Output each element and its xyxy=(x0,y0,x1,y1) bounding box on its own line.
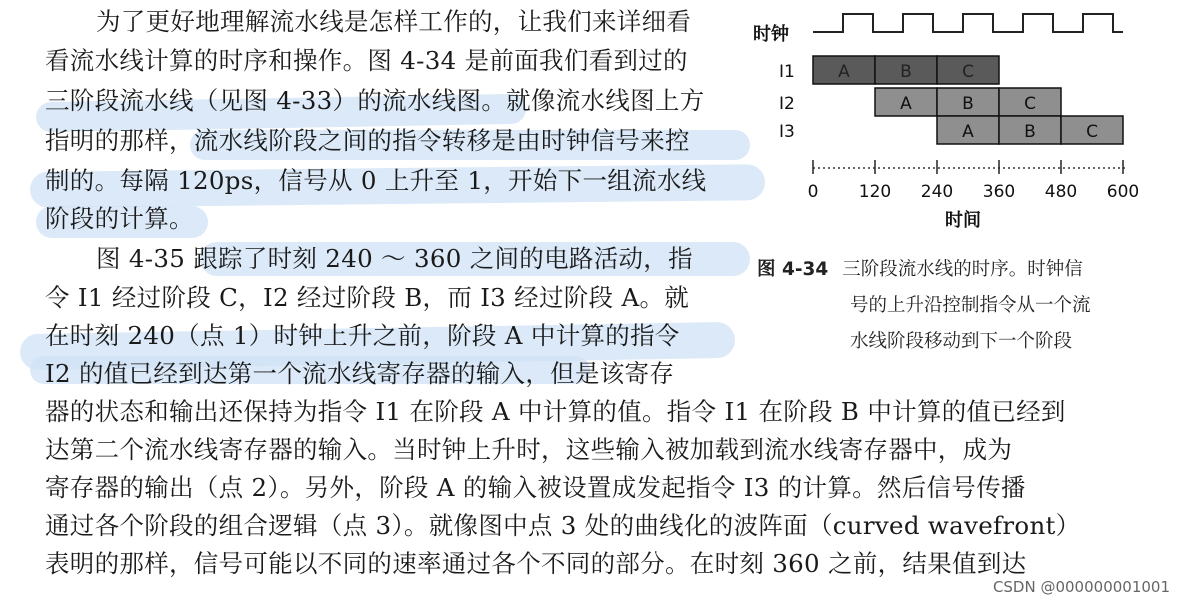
clock-waveform xyxy=(813,14,1123,32)
time-axis-label: 时间 xyxy=(945,210,981,231)
row-label-i3: I3 xyxy=(779,122,795,142)
text-line: 图 4-35 跟踪了时刻 240 ～ 360 之间的电路活动，指 xyxy=(96,244,693,273)
text-line: I2 的值已经到达第一个流水线寄存器的输入，但是该寄存 xyxy=(45,359,675,388)
tick-label: 120 xyxy=(858,182,892,202)
stage-label: B xyxy=(962,94,974,114)
caption-line-2: 号的上升沿控制指令从一个流 xyxy=(850,295,1091,316)
stage-label: C xyxy=(1024,94,1036,114)
stage-label: A xyxy=(900,94,912,114)
row-label-i1: I1 xyxy=(779,62,795,82)
stage-label: B xyxy=(900,62,912,82)
tick-label: 0 xyxy=(807,182,819,202)
figure-label: 图 4-34 xyxy=(757,259,829,280)
stage-label: B xyxy=(1024,122,1036,142)
text-line: 指明的那样，流水线阶段之间的指令转移是由时钟信号来控 xyxy=(45,126,690,155)
text-line: 制的。每隔 120ps，信号从 0 上升至 1，开始下一组流水线 xyxy=(45,166,707,195)
text-line: 达第二个流水线寄存器的输入。当时钟上升时，这些输入被加载到流水线寄存器中，成为 xyxy=(45,435,1013,464)
caption-line: 三阶段流水线的时序。时钟信 xyxy=(842,259,1083,280)
figure-caption xyxy=(757,252,1083,288)
stage-label: A xyxy=(962,122,974,142)
tick-label: 360 xyxy=(982,182,1016,202)
text-line: 令 I1 经过阶段 C，I2 经过阶段 B，而 I3 经过阶段 A。就 xyxy=(45,283,690,312)
text-line: 通过各个阶段的组合逻辑（点 3）。就像图中点 3 处的曲线化的波阵面（curved wavefront） xyxy=(45,511,1081,540)
text-line: 为了更好地理解流水线是怎样工作的，让我们来详细看 xyxy=(96,7,692,36)
stage-label: A xyxy=(838,62,850,82)
stage-label: C xyxy=(962,62,974,82)
stage-label: C xyxy=(1086,122,1098,142)
text-line: 三阶段流水线（见图 4-33）的流水线图。就像流水线图上方 xyxy=(45,86,705,115)
text-line: 表明的那样，信号可能以不同的速率通过各个不同的部分。在时刻 360 之前，结果值到达 xyxy=(45,549,1027,578)
text-line: 寄存器的输出（点 2）。另外，阶段 A 的输入被设置成发起指令 I3 的计算。然后信号传播 xyxy=(45,473,1026,502)
text-line: 阶段的计算。 xyxy=(45,204,194,233)
watermark: CSDN @000000001001 xyxy=(992,578,1170,596)
text-line: 在时刻 240（点 1）时钟上升之前，阶段 A 中计算的指令 xyxy=(45,321,680,350)
caption-line-3: 水线阶段移动到下一个阶段 xyxy=(850,331,1073,352)
time-ticks xyxy=(808,160,1140,202)
tick-label: 480 xyxy=(1044,182,1078,202)
text-line: 器的状态和输出还保持为指令 I1 在阶段 A 中计算的值。指令 I1 在阶段 B 中计算的值已经到 xyxy=(45,397,1066,426)
row-label-i2: I2 xyxy=(779,94,795,114)
tick-label: 600 xyxy=(1106,182,1140,202)
pipeline-timing-figure xyxy=(745,0,1165,240)
tick-label: 240 xyxy=(920,182,954,202)
clock-label: 时钟 xyxy=(753,24,789,45)
text-line: 看流水线计算的时序和操作。图 4-34 是前面我们看到过的 xyxy=(45,46,688,75)
pipeline-rows xyxy=(779,56,1123,144)
